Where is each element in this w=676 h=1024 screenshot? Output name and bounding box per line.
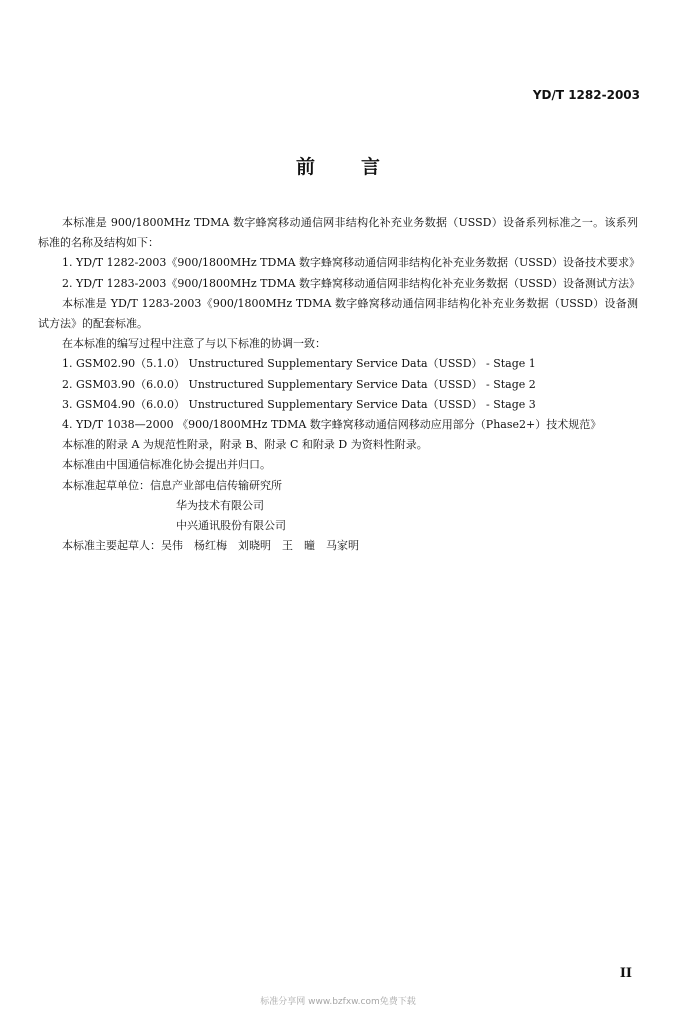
paragraph: 本标准是 900/1800MHz TDMA 数字蜂窝移动通信网非结构化补充业务数据（USSD）设备系列标准之一。该系列标准的名称及结构如下： [38,216,638,250]
list-item: 2. YD/T 1283-2003《900/1800MHz TDMA 数字蜂窝移动通信网非结构化补充业务数据（USSD）设备测试方法》 [62,276,640,290]
list-item: 3. GSM04.90（6.0.0） Unstructured Supplementary Service Data（USSD） - Stage 3 [62,397,536,411]
drafting-unit-line: 本标准起草单位：信息产业部电信传输研究所 [62,478,282,492]
drafting-unit: 中兴通讯股份有限公司 [176,519,286,533]
paragraph: 本标准是 YD/T 1283-2003《900/1800MHz TDMA 数字蜂窝移动通信网非结构化补充业务数据（USSD）设备测试方法》的配套标准。 [38,296,638,331]
paragraph: 本标准的附录 A 为规范性附录，附录 B、附录 C 和附录 D 为资料性附录。 [62,438,428,452]
page-number: II [619,966,632,981]
watermark: 标准分享网 www.bzfxw.com免费下载 [260,997,416,1007]
list-item: 1. YD/T 1282-2003《900/1800MHz TDMA 数字蜂窝移动通信网非结构化补充业务数据（USSD）设备技术要求》 [62,256,640,270]
foreword-body [38,213,638,556]
list-item: 1. GSM02.90（5.1.0） Unstructured Supplementary Service Data（USSD） - Stage 1 [62,357,536,371]
paragraph: 本标准由中国通信标准化协会提出并归口。 [62,458,271,472]
paragraph: 在本标准的编写过程中注意了与以下标准的协调一致： [62,337,326,351]
page-title: 前言 [295,156,426,178]
drafters-line: 本标准主要起草人：吴伟 杨红梅 刘晓明 王 曈 马家明 [62,539,359,553]
standard-code: YD/T 1282-2003 [532,88,640,102]
list-item: 4. YD/T 1038—2000 《900/1800MHz TDMA 数字蜂窝移动通信网移动应用部分（Phase2+）技术规范》 [62,418,602,432]
drafting-unit: 华为技术有限公司 [176,498,264,512]
list-item: 2. GSM03.90（6.0.0） Unstructured Supplementary Service Data（USSD） - Stage 2 [62,377,536,391]
